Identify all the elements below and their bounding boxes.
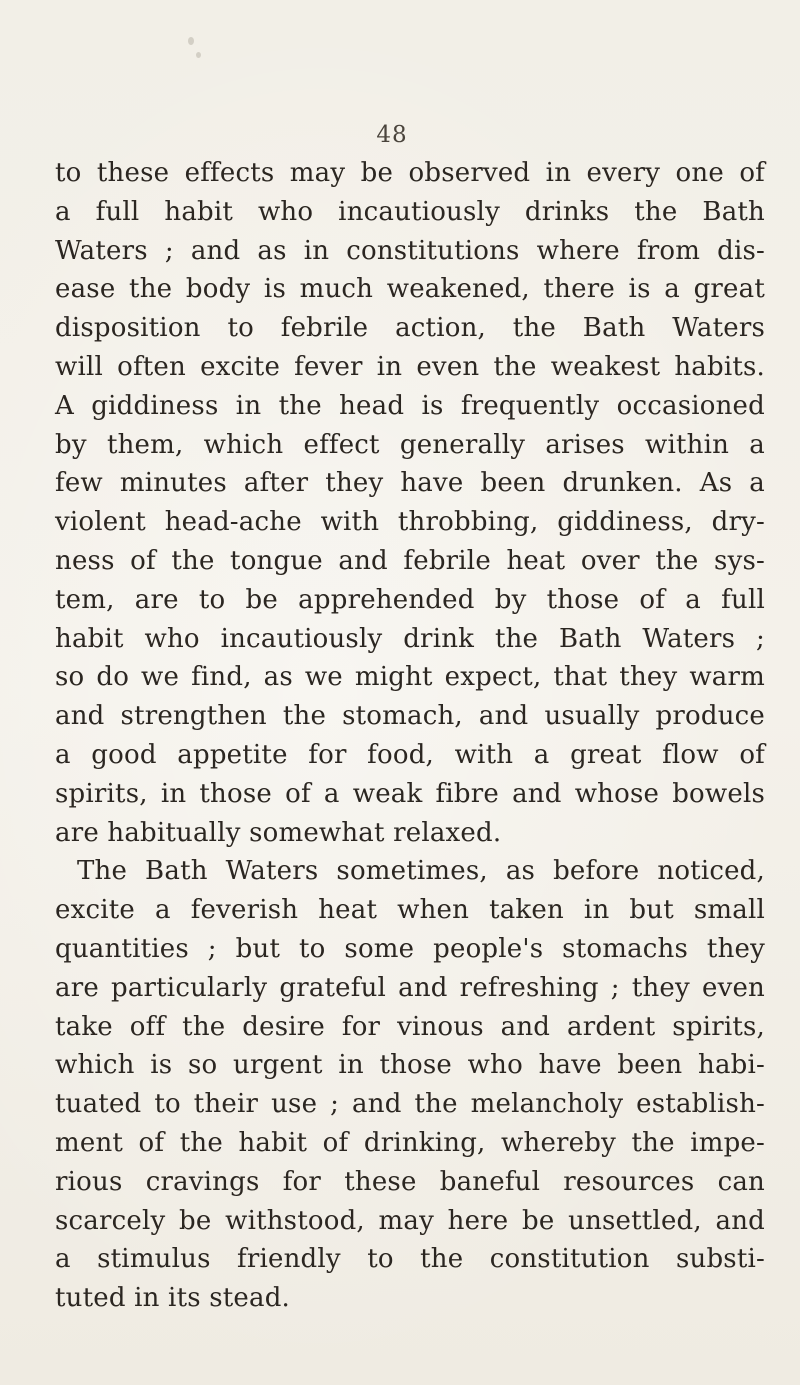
text-line: tuated to their use ; and the melancholy establish-	[55, 1089, 765, 1120]
text-line: rious cravings for these baneful resources can	[55, 1166, 765, 1197]
text-line: quantities ; but to some people's stomachs they	[55, 933, 765, 964]
text-line: are particularly grateful and refreshing ; they even	[55, 972, 765, 1003]
text-line: so do we find, as we might expect, that they warm	[55, 662, 765, 693]
text-line: habit who incautiously drink the Bath Waters ;	[55, 623, 765, 654]
text-line: a stimulus friendly to the constitution substi-	[55, 1244, 765, 1275]
text-line: ment of the habit of drinking, whereby the impe-	[55, 1127, 765, 1158]
ink-smudge-mark	[188, 37, 194, 45]
text-line: A giddiness in the head is frequently occasioned	[55, 390, 765, 421]
text-line: a full habit who incautiously drinks the Bath	[55, 196, 765, 227]
text-line: tem, are to be apprehended by those of a full	[55, 584, 765, 615]
paragraph-end-line: are habitually somewhat relaxed.	[55, 817, 502, 848]
page-number: 48	[376, 122, 408, 148]
text-line: by them, which effect generally arises within a	[55, 429, 765, 460]
text-line: scarcely be withstood, may here be unsettled, and	[55, 1205, 765, 1236]
text-line: which is so urgent in those who have been habi-	[55, 1050, 765, 1081]
text-line: will often excite fever in even the weakest habits.	[55, 351, 765, 382]
text-line: and strengthen the stomach, and usually produce	[55, 701, 765, 732]
text-line: Waters ; and as in constitutions where from dis-	[55, 235, 765, 266]
text-line: a good appetite for food, with a great flow of	[55, 739, 765, 770]
paragraph-end-line: tuted in its stead.	[55, 1283, 291, 1314]
text-line: few minutes after they have been drunken. As a	[55, 468, 765, 499]
paragraph-start-line: The Bath Waters sometimes, as before noticed,	[77, 856, 765, 887]
text-line: ness of the tongue and febrile heat over the sys-	[55, 545, 765, 576]
ink-smudge-mark	[196, 52, 201, 58]
text-line: spirits, in those of a weak fibre and whose bowels	[55, 778, 765, 809]
text-line: disposition to febrile action, the Bath Waters	[55, 313, 765, 344]
text-line: take off the desire for vinous and ardent spirits,	[55, 1011, 765, 1042]
text-line: ease the body is much weakened, there is a great	[55, 274, 765, 305]
text-line: violent head-ache with throbbing, giddiness, dry-	[55, 507, 765, 538]
body-text	[55, 154, 765, 1318]
text-line: to these effects may be observed in every one of	[55, 158, 765, 188]
text-line: excite a feverish heat when taken in but small	[55, 895, 765, 926]
